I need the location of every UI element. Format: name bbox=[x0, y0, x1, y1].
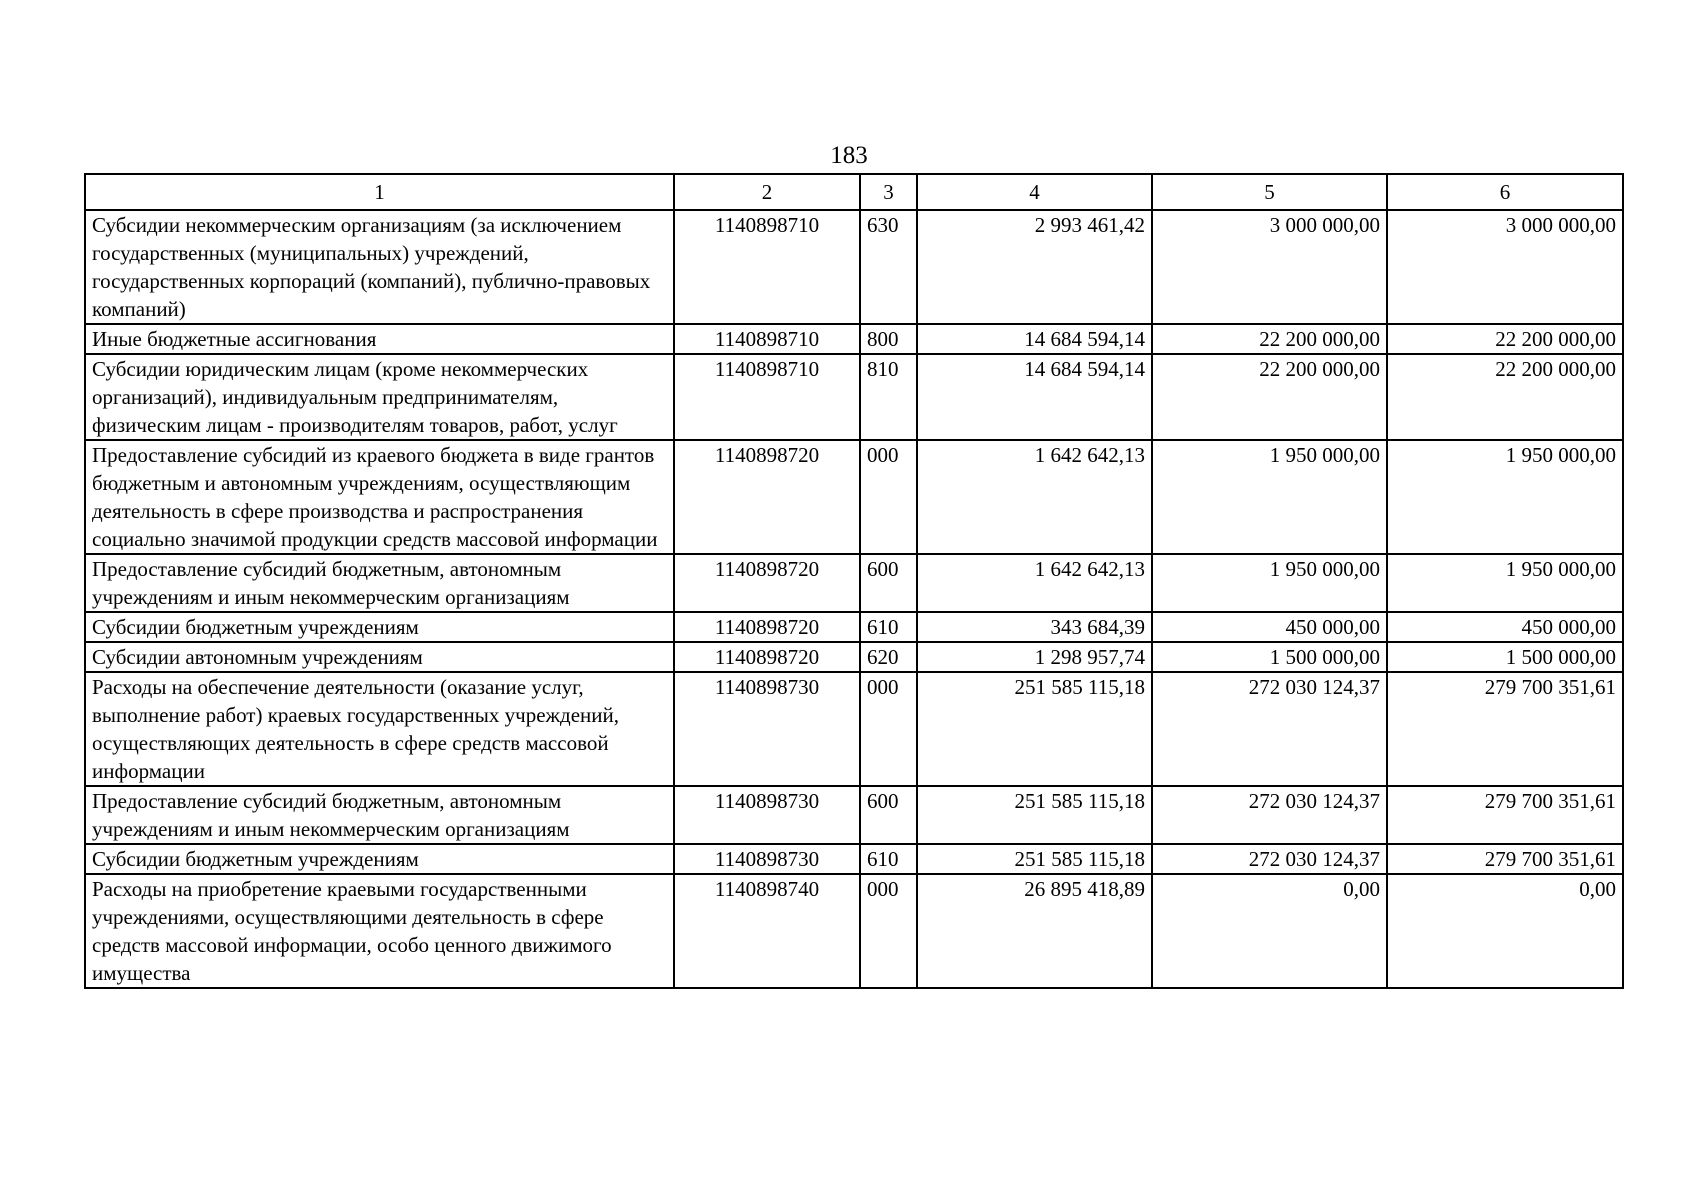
row-value-col6: 279 700 351,61 bbox=[1387, 844, 1623, 874]
row-description: Расходы на обеспечение деятельности (оказание услуг, выполнение работ) краевых государственных учреждений, осуществляющих деятельность в сфере средств массовой информации bbox=[85, 672, 674, 786]
row-value-col5: 1 500 000,00 bbox=[1152, 642, 1387, 672]
table-row bbox=[85, 440, 1623, 554]
row-value-col5: 272 030 124,37 bbox=[1152, 672, 1387, 786]
row-value-col6: 0,00 bbox=[1387, 874, 1623, 988]
row-value-col4: 251 585 115,18 bbox=[917, 786, 1152, 844]
row-description: Субсидии юридическим лицам (кроме некоммерческих организаций), индивидуальным предпринимателям, физическим лицам - производителям товаров, работ, услуг bbox=[85, 354, 674, 440]
row-value-col4: 26 895 418,89 bbox=[917, 874, 1152, 988]
row-target-code: 1140898710 bbox=[674, 324, 860, 354]
row-value-col6: 22 200 000,00 bbox=[1387, 354, 1623, 440]
row-expense-type: 600 bbox=[860, 786, 917, 844]
row-value-col5: 272 030 124,37 bbox=[1152, 786, 1387, 844]
table-row bbox=[85, 672, 1623, 786]
row-value-col5: 3 000 000,00 bbox=[1152, 210, 1387, 324]
header-cell: 5 bbox=[1152, 174, 1387, 210]
row-expense-type: 620 bbox=[860, 642, 917, 672]
row-value-col4: 343 684,39 bbox=[917, 612, 1152, 642]
row-value-col4: 251 585 115,18 bbox=[917, 844, 1152, 874]
table-row bbox=[85, 210, 1623, 324]
row-value-col4: 1 642 642,13 bbox=[917, 440, 1152, 554]
row-target-code: 1140898730 bbox=[674, 672, 860, 786]
row-value-col4: 2 993 461,42 bbox=[917, 210, 1152, 324]
row-expense-type: 610 bbox=[860, 844, 917, 874]
header-cell: 2 bbox=[674, 174, 860, 210]
row-value-col4: 14 684 594,14 bbox=[917, 324, 1152, 354]
row-description: Предоставление субсидий бюджетным, автономным учреждениям и иным некоммерческим организациям bbox=[85, 786, 674, 844]
row-value-col5: 0,00 bbox=[1152, 874, 1387, 988]
row-target-code: 1140898710 bbox=[674, 210, 860, 324]
table-row bbox=[85, 874, 1623, 988]
row-value-col4: 14 684 594,14 bbox=[917, 354, 1152, 440]
row-value-col6: 1 950 000,00 bbox=[1387, 554, 1623, 612]
header-cell: 4 bbox=[917, 174, 1152, 210]
row-value-col6: 1 500 000,00 bbox=[1387, 642, 1623, 672]
row-value-col6: 450 000,00 bbox=[1387, 612, 1623, 642]
row-description: Иные бюджетные ассигнования bbox=[85, 324, 674, 354]
row-value-col5: 1 950 000,00 bbox=[1152, 440, 1387, 554]
row-description: Расходы на приобретение краевыми государственными учреждениями, осуществляющими деятельность в сфере средств массовой информации, особо ценного движимого имущества bbox=[85, 874, 674, 988]
row-expense-type: 000 bbox=[860, 874, 917, 988]
row-expense-type: 600 bbox=[860, 554, 917, 612]
table-row bbox=[85, 324, 1623, 354]
row-target-code: 1140898720 bbox=[674, 612, 860, 642]
row-description: Субсидии автономным учреждениям bbox=[85, 642, 674, 672]
row-value-col5: 22 200 000,00 bbox=[1152, 324, 1387, 354]
row-value-col5: 22 200 000,00 bbox=[1152, 354, 1387, 440]
row-value-col4: 1 298 957,74 bbox=[917, 642, 1152, 672]
page-number: 183 bbox=[830, 142, 868, 169]
row-expense-type: 000 bbox=[860, 672, 917, 786]
row-value-col4: 1 642 642,13 bbox=[917, 554, 1152, 612]
table-row bbox=[85, 612, 1623, 642]
row-description: Предоставление субсидий из краевого бюджета в виде грантов бюджетным и автономным учреждениям, осуществляющим деятельность в сфере производства и распространения социально значимой продукции средств массовой информации bbox=[85, 440, 674, 554]
header-cell: 6 bbox=[1387, 174, 1623, 210]
row-value-col6: 3 000 000,00 bbox=[1387, 210, 1623, 324]
row-value-col6: 1 950 000,00 bbox=[1387, 440, 1623, 554]
row-description: Субсидии некоммерческим организациям (за исключением государственных (муниципальных) учреждений, государственных корпораций (компаний), публично-правовых компаний) bbox=[85, 210, 674, 324]
header-cell: 3 bbox=[860, 174, 917, 210]
row-description: Субсидии бюджетным учреждениям bbox=[85, 844, 674, 874]
table-row bbox=[85, 354, 1623, 440]
row-target-code: 1140898720 bbox=[674, 554, 860, 612]
row-value-col6: 22 200 000,00 bbox=[1387, 324, 1623, 354]
row-target-code: 1140898720 bbox=[674, 642, 860, 672]
table-row bbox=[85, 786, 1623, 844]
row-target-code: 1140898730 bbox=[674, 786, 860, 844]
row-target-code: 1140898720 bbox=[674, 440, 860, 554]
row-description: Предоставление субсидий бюджетным, автономным учреждениям и иным некоммерческим организациям bbox=[85, 554, 674, 612]
row-expense-type: 630 bbox=[860, 210, 917, 324]
row-value-col5: 272 030 124,37 bbox=[1152, 844, 1387, 874]
row-target-code: 1140898740 bbox=[674, 874, 860, 988]
row-expense-type: 000 bbox=[860, 440, 917, 554]
row-target-code: 1140898710 bbox=[674, 354, 860, 440]
row-expense-type: 810 bbox=[860, 354, 917, 440]
table-row bbox=[85, 642, 1623, 672]
table-row bbox=[85, 554, 1623, 612]
row-target-code: 1140898730 bbox=[674, 844, 860, 874]
row-description: Субсидии бюджетным учреждениям bbox=[85, 612, 674, 642]
row-value-col6: 279 700 351,61 bbox=[1387, 672, 1623, 786]
row-expense-type: 800 bbox=[860, 324, 917, 354]
row-value-col5: 450 000,00 bbox=[1152, 612, 1387, 642]
row-value-col4: 251 585 115,18 bbox=[917, 672, 1152, 786]
header-cell: 1 bbox=[85, 174, 674, 210]
header-row bbox=[85, 174, 1623, 210]
row-expense-type: 610 bbox=[860, 612, 917, 642]
row-value-col5: 1 950 000,00 bbox=[1152, 554, 1387, 612]
budget-table bbox=[84, 173, 1624, 989]
table-row bbox=[85, 844, 1623, 874]
row-value-col6: 279 700 351,61 bbox=[1387, 786, 1623, 844]
